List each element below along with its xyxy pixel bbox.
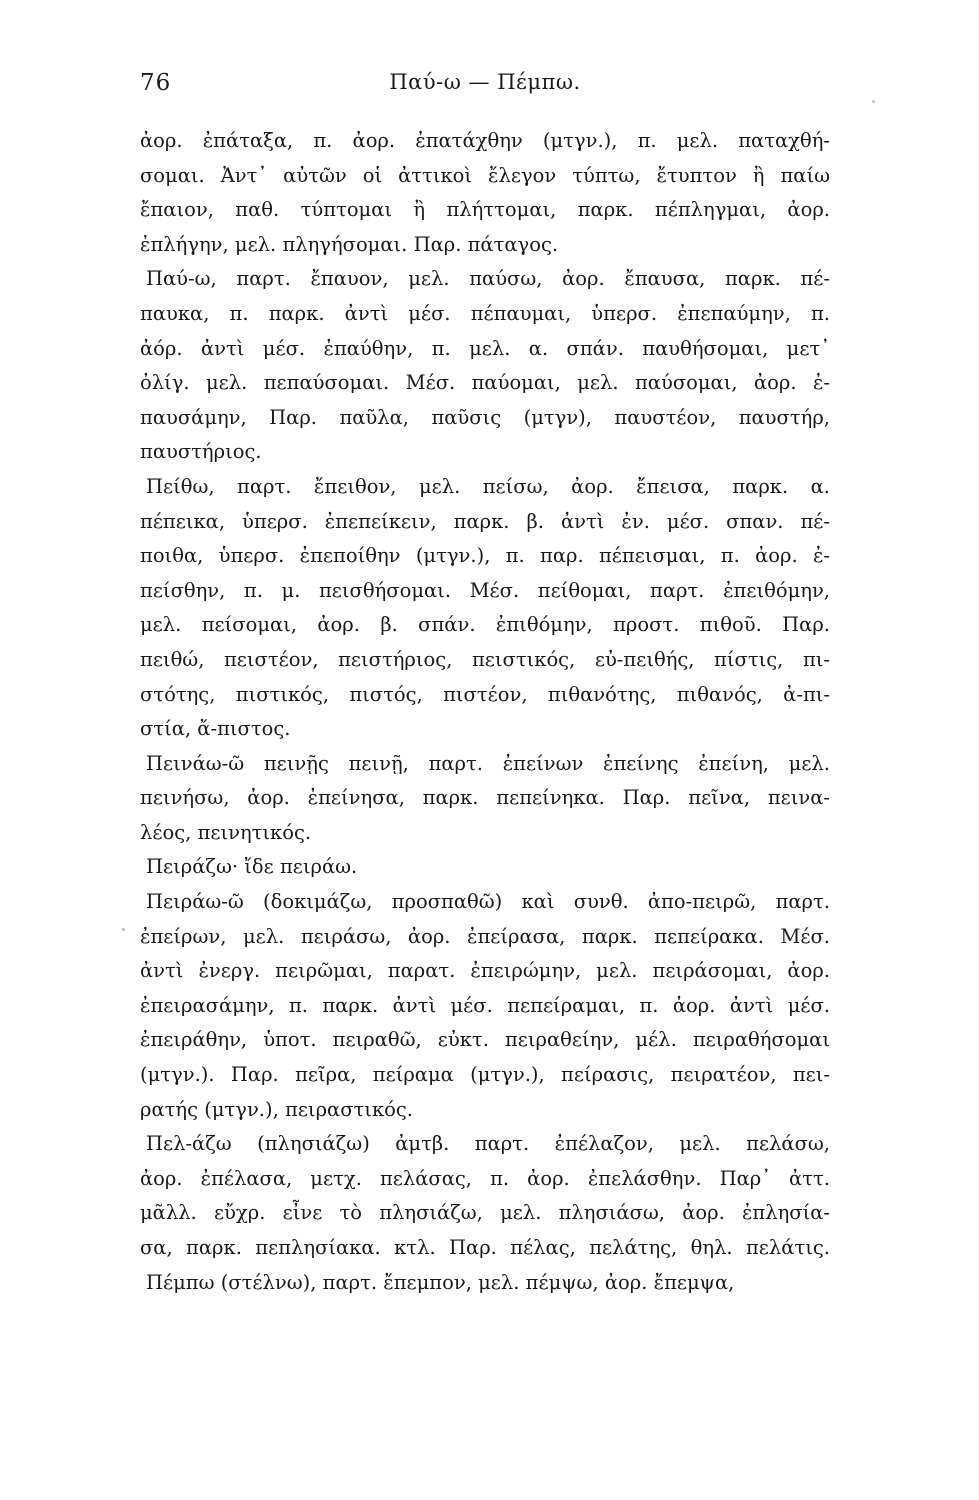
text-line: στία, ἄ-πιστος. (140, 717, 291, 741)
text-line: παυσάμην, Παρ. παῦλα, παῦσις (μτγν), παυστέον, παυστήρ, (140, 405, 830, 429)
text-line: μᾶλλ. εὔχρ. εἶνε τὸ πλησιάζω, μελ. πλησιάσω, ἀορ. ἐπλησία- (140, 1201, 830, 1225)
page-number: 76 (140, 70, 172, 96)
text-line: πείσθην, π. μ. πεισθήσομαι. Μέσ. πείθομαι, παρτ. ἐπειθόμην, (140, 578, 830, 602)
text-line: ἐπειρασάμην, π. παρκ. ἀντὶ μέσ. πεπείραμαι, π. ἀορ. ἀντὶ μέσ. (140, 993, 830, 1017)
text-line: (μτγν.). Παρ. πεῖρα, πείραμα (μτγν.), πείρασις, πειρατέον, πει- (140, 1063, 830, 1087)
text-line: ρατής (μτγν.), πειραστικός. (140, 1097, 413, 1121)
text-line: ὀλίγ. μελ. πεπαύσομαι. Μέσ. παύομαι, μελ. παύσομαι, ἀορ. ἐ- (140, 371, 830, 395)
entry-headword-line: Παύ-ω, παρτ. ἔπαυον, μελ. παύσω, ἀορ. ἔπαυσα, παρκ. πέ- (146, 267, 830, 291)
entry-headword-line: Πεινάω-ῶ πεινῇς πεινῇ, παρτ. ἐπείνων ἐπείνης ἐπείνη, μελ. (146, 751, 830, 775)
text-line: σομαι. Ἀντ᾽ αὐτῶν οἱ ἀττικοὶ ἔλεγον τύπτω, ἔτυπτον ἢ παίω (140, 163, 830, 187)
text-line: μελ. πείσομαι, ἀορ. β. σπάν. ἐπιθόμην, προστ. πιθοῦ. Παρ. (140, 613, 830, 637)
text-line: ἔπαιον, παθ. τύπτομαι ἢ πλήττομαι, παρκ. πέπληγμαι, ἀορ. (140, 198, 830, 222)
entry-headword-line: Πειράζω· ἴδε πειράω. (146, 855, 358, 879)
entry-headword-line: Πελ-άζω (πλησιάζω) ἀμτβ. παρτ. ἐπέλαζον, μελ. πελάσω, (146, 1132, 830, 1156)
text-line: ἀορ. ἐπάταξα, π. ἀορ. ἐπατάχθην (μτγν.), π. μελ. παταχθή- (140, 129, 830, 152)
text-line: ἐπλήγην, μελ. πληγήσομαι. Παρ. πάταγος. (140, 232, 559, 256)
text-line: ἐπείρων, μελ. πειράσω, ἀορ. ἐπείρασα, παρκ. πεπείρακα. Μέσ. (140, 924, 830, 948)
text-line: παυστήριος. (140, 440, 262, 464)
text-line: πέπεικα, ὑπερσ. ἐπεπείκειν, παρκ. β. ἀντὶ ἐν. μέσ. σπαν. πέ- (140, 509, 830, 533)
text-line: παυκα, π. παρκ. ἀντὶ μέσ. πέπαυμαι, ὑπερσ. ἐπεπαύμην, π. (140, 301, 830, 325)
entry-headword-line: Πειράω-ῶ (δοκιμάζω, προσπαθῶ) καὶ συνθ. ἀπο-πειρῶ, παρτ. (146, 890, 830, 914)
text-line: ἐπειράθην, ὑποτ. πειραθῶ, εὐκτ. πειραθείην, μέλ. πειραθήσομαι (140, 1028, 830, 1052)
entry-headword-line: Πείθω, παρτ. ἔπειθον, μελ. πείσω, ἀορ. ἔπεισα, παρκ. α. (146, 474, 830, 498)
text-line: ἀόρ. ἀντὶ μέσ. ἐπαύθην, π. μελ. α. σπάν. παυθήσομαι, μετ᾽ (140, 336, 830, 360)
scan-speck (122, 928, 125, 931)
dictionary-text-block (140, 124, 830, 1300)
text-line: στότης, πιστικός, πιστός, πιστέον, πιθανότης, πιθανός, ἀ-πι- (140, 682, 830, 706)
text-line: σα, παρκ. πεπλησίακα. κτλ. Παρ. πέλας, πελάτης, θηλ. πελάτις. (140, 1236, 830, 1259)
scan-speck (872, 100, 875, 103)
page-header (140, 70, 830, 110)
text-line: ποιθα, ὑπερσ. ἐπεποίθην (μτγν.), π. παρ. πέπεισμαι, π. ἀορ. ἐ- (140, 544, 830, 568)
text-line: πεινήσω, ἀορ. ἐπείνησα, παρκ. πεπείνηκα. Παρ. πεῖνα, πεινα- (140, 786, 830, 810)
text-line: ἀορ. ἐπέλασα, μετχ. πελάσας, π. ἀορ. ἐπελάσθην. Παρ᾽ ἀττ. (140, 1166, 830, 1190)
text-line: πειθώ, πειστέον, πειστήριος, πειστικός, εὐ-πειθής, πίστις, πι- (140, 647, 830, 671)
text-line: ἀντὶ ἐνεργ. πειρῶμαι, παρατ. ἐπειρώμην, μελ. πειράσομαι, ἀορ. (140, 959, 830, 983)
entry-headword-line: Πέμπω (στέλνω), παρτ. ἔπεμπον, μελ. πέμψω, ἀορ. ἔπεμψα, (146, 1270, 735, 1294)
text-line: λέος, πεινητικός. (140, 820, 312, 844)
running-title: Παύ-ω — Πέμπω. (389, 70, 581, 94)
